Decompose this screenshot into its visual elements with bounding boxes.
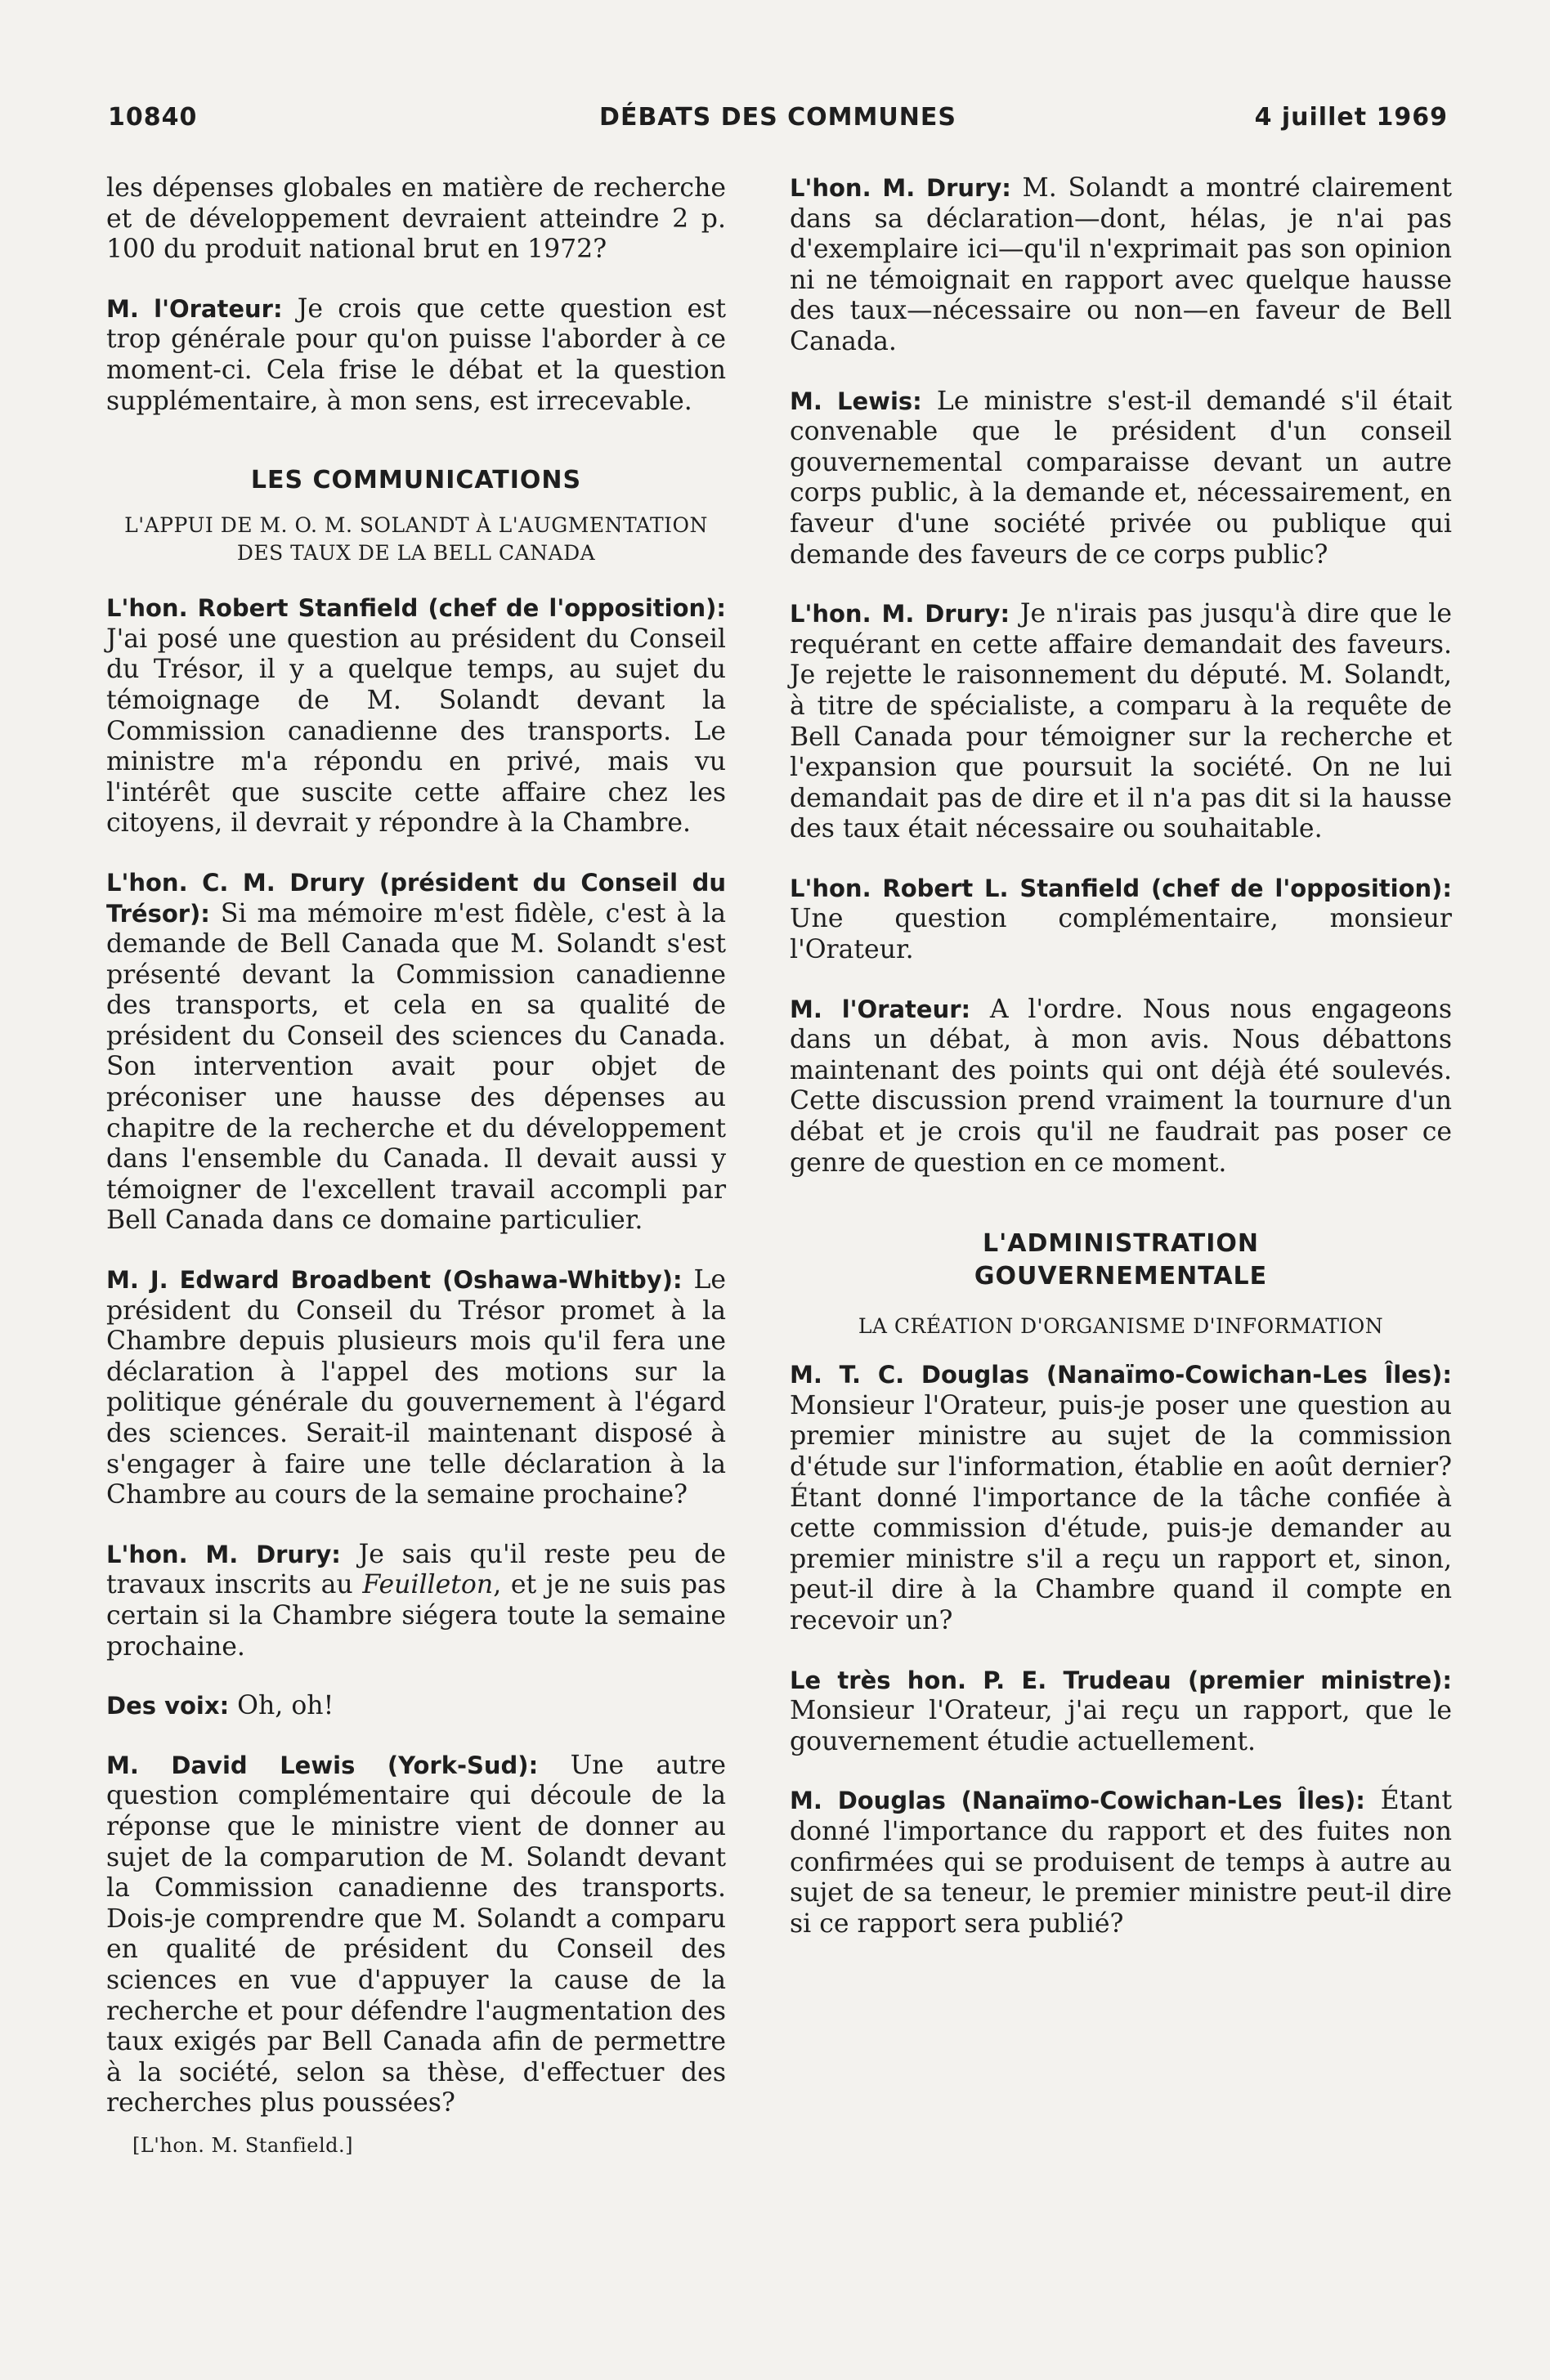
section-heading: LES COMMUNICATIONS — [250, 466, 582, 495]
paragraph — [790, 1360, 1452, 1636]
paragraph-text: Étant donné l'importance du rapport et des fuites non confirmées qui se produisent de temps à autre au sujet de sa teneur, le premier ministre peut-il dire si ce rapport sera publié? — [790, 1786, 1452, 1939]
publication-title: DÉBATS DES COMMUNES — [599, 103, 956, 132]
paragraph — [790, 387, 1452, 571]
paragraph — [790, 995, 1452, 1179]
page-date: 4 juillet 1969 — [1254, 103, 1448, 132]
paragraph — [106, 1540, 726, 1662]
paragraph — [790, 173, 1452, 358]
page-header — [108, 103, 1448, 144]
speaker-name: L'hon. Robert L. Stanfield (chef de l'opposition): — [790, 874, 1452, 902]
speaker-name: Le très hon. P. E. Trudeau (premier ministre): — [790, 1666, 1452, 1694]
page-number: 10840 — [108, 103, 198, 132]
paragraph — [106, 1751, 726, 2119]
section-heading: L'ADMINISTRATION — [982, 1229, 1259, 1259]
speaker-name: M. l'Orateur: — [790, 995, 971, 1023]
speaker-name: L'hon. M. Drury: — [790, 600, 1010, 629]
paragraph-text: Je sais qu'il reste peu de travaux inscrits au — [106, 1539, 727, 1600]
paragraph-text: Une question complémentaire, monsieur l'Orateur. — [790, 904, 1452, 965]
paragraph-text: Une autre question complémentaire qui découle de la réponse que le ministre vient de donner au sujet de la comparution de M. Solandt devant la Commission canadienne des transports. Dois-je comprendre que M. Solandt a comparu en qualité de président du Conseil des sciences en vue d'appuyer la cause de la recherche et pour défendre l'augmentation des taux exigés par Bell Canada afin de permettre à la société, selon sa thèse, d'effectuer des recherches plus poussées? — [106, 1750, 726, 2118]
paragraph-text: Le président du Conseil du Trésor promet à la Chambre depuis plusieurs mois qu'il fera une déclaration à l'appel des motions sur la politique générale du gouvernement à l'égard des sciences. Serait-il maintenant disposé à s'engager à faire une telle déclaration à la Chambre au cours de la semaine prochaine? — [106, 1265, 727, 1510]
paragraph-text: Je n'irais pas jusqu'à dire que le requérant en cette affaire demandait des faveurs. Je rejette le raisonnement du député. M. Solandt, à titre de spécialiste, a comparu à la requête de Bell Canada pour témoigner sur la recherche et l'expansion que poursuit la société. On ne lui demandait pas de dire et il n'a pas dit si la hausse des taux était nécessaire ou souhaitable. — [790, 599, 1452, 844]
paragraph-text: Le ministre s'est-il demandé s'il était convenable que le président d'un conseil gouvernemental comparaisse devant un autre corps public, à la demande et, nécessairement, en faveur d'une société privée ou publique qui demande des faveurs de ce corps public? — [790, 386, 1452, 570]
speaker-name: L'hon. M. Drury: — [106, 1540, 341, 1568]
paragraph — [106, 1691, 726, 1722]
paragraph-text: M. Solandt a montré clairement dans sa déclaration—dont, hélas, je n'ai pas d'exemplaire ici—qu'il n'exprimait pas son opinion ni ne témoignait en rapport avec quelque hausse des taux—nécessaire ou non—en faveur de Bell Canada. — [790, 173, 1453, 356]
paragraph — [106, 868, 726, 1237]
paragraph-text: Monsieur l'Orateur, j'ai reçu un rapport, que le gouvernement étudie actuellement. — [790, 1696, 1452, 1756]
speaker-name: M. Douglas (Nanaïmo-Cowichan-Les Îles): — [790, 1787, 1365, 1815]
paragraph — [790, 1786, 1452, 1939]
paragraph-text: Monsieur l'Orateur, puis-je poser une question au premier ministre au sujet de la commission d'étude sur l'information, établie en août dernier? Étant donné l'importance de la tâche confiée à cette commission d'étude, puis-je demander au premier ministre s'il a reçu un rapport et, sinon, peut-il dire à la Chambre quand il compte en recevoir un? — [790, 1390, 1452, 1635]
paragraph — [106, 173, 726, 266]
speaker-name: M. T. C. Douglas (Nanaïmo-Cowichan-Les Îles): — [790, 1361, 1452, 1389]
speaker-name: M. J. Edward Broadbent (Oshawa-Whitby): — [106, 1266, 683, 1295]
speaker-name: L'hon. C. M. Drury (président du Conseil du Trésor): — [106, 868, 726, 928]
right-column — [790, 173, 1452, 1968]
paragraph-text: , et je ne suis pas certain si la Chambre siégera toute la semaine prochaine. — [106, 1570, 726, 1662]
speaker-name: L'hon. M. Drury: — [790, 174, 1011, 202]
left-column — [106, 173, 726, 2157]
paragraph — [106, 1265, 726, 1511]
paragraph — [790, 1666, 1452, 1758]
paragraph-text: Si ma mémoire m'est fidèle, c'est à la demande de Bell Canada que M. Solandt s'est présenté devant la Commission canadienne des transports, et cela en sa qualité de président du Conseil des sciences du Canada. Son intervention avait pour objet de préconiser une hausse des dépenses au chapitre de la recherche et du développement dans l'ensemble du Canada. Il devait aussi y témoigner de l'excellent travail accompli par Bell Canada dans ce domaine particulier. — [106, 898, 726, 1236]
paragraph-text: Je crois que cette question est trop générale pour qu'on puisse l'aborder à ce moment-ci. Cela frise le débat et la question supplémentaire, à mon sens, est irrecevable. — [106, 293, 726, 416]
section-heading: GOUVERNEMENTALE — [974, 1262, 1268, 1291]
speaker-name: L'hon. Robert Stanfield (chef de l'opposition): — [106, 594, 726, 623]
paragraph-text: les dépenses globales en matière de recherche et de développement devraient atteindre 2 p. 100 du produit national brut en 1972? — [106, 173, 726, 265]
speaker-footnote: [L'hon. M. Stanfield.] — [132, 2133, 353, 2157]
italic-term: Feuilleton — [362, 1570, 494, 1600]
section-subheading: LA CRÉATION D'ORGANISME D'INFORMATION — [858, 1314, 1384, 1339]
speaker-name: Des voix: — [106, 1692, 230, 1720]
section-subheading: L'APPUI DE M. O. M. SOLANDT À L'AUGMENTATION DES TAUX DE LA BELL CANADA — [124, 513, 708, 566]
paragraph-text: A l'ordre. Nous nous engageons dans un débat, à mon avis. Nous débattons maintenant des points qui ont déjà été soulevés. Cette discussion prend vraiment la tournure d'un débat et je crois qu'il ne faudrait pas poser ce genre de question en ce moment. — [790, 994, 1452, 1178]
paragraph — [106, 294, 726, 417]
speaker-name: M. David Lewis (York-Sud): — [106, 1751, 539, 1779]
speaker-name: M. l'Orateur: — [106, 294, 283, 323]
speaker-name: M. Lewis: — [790, 387, 922, 415]
paragraph — [106, 593, 726, 839]
paragraph — [790, 874, 1452, 966]
paragraph-text: Oh, oh! — [229, 1691, 334, 1721]
paragraph-text: J'ai posé une question au président du Conseil du Trésor, il y a quelque temps, au sujet du témoignage de M. Solandt devant la Commission canadienne des transports. Le ministre m'a répondu en privé, mais vu l'intérêt que suscite cette affaire chez les citoyens, il devrait y répondre à la Chambre. — [106, 624, 726, 839]
paragraph — [790, 599, 1452, 845]
